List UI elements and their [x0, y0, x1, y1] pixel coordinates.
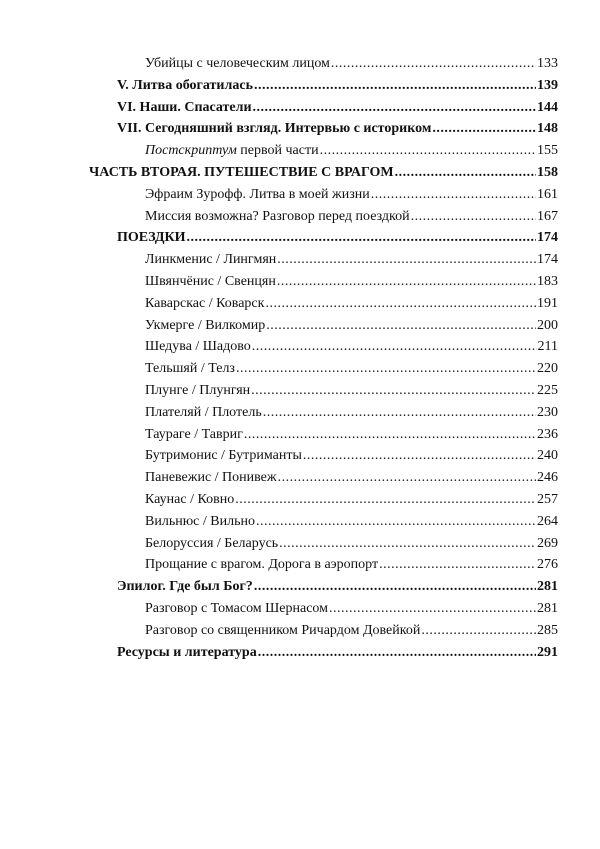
toc-entry-title: Ресурсы и литература [117, 644, 257, 660]
toc-entry-title: ПОЕЗДКИ [117, 230, 186, 246]
toc-entry-title: Бутримонис / Бутриманты [145, 448, 302, 464]
toc-dot-leader [253, 98, 536, 118]
toc-entry [145, 207, 558, 227]
toc-entry-title: Паневежис / Понивеж [145, 470, 277, 486]
toc-entry [145, 621, 558, 641]
toc-entry [145, 425, 558, 445]
toc-entry-title: Разговор с Томасом Шернасом [145, 601, 329, 616]
toc-entry [145, 54, 558, 74]
toc-entry [89, 163, 558, 183]
toc-page-number: 161 [537, 186, 558, 202]
toc-entry-title: Плунге / Плунгян [145, 383, 251, 398]
toc-dot-leader [256, 512, 536, 532]
toc-entry-title: Белоруссия / Беларусь [145, 535, 279, 551]
toc-dot-leader [432, 119, 536, 139]
toc-entry [145, 381, 558, 401]
toc-dot-leader [329, 599, 536, 619]
toc-entry [145, 141, 558, 161]
toc-entry-title: VII. Сегодняшний взгляд. Интервью с историком [117, 121, 432, 137]
toc-entry-title: Миссия возможна? Разговор перед поездкой [145, 208, 410, 224]
toc-entry [145, 512, 558, 532]
toc-dot-leader [279, 534, 536, 554]
toc-dot-leader [379, 555, 536, 575]
toc-page-number: 211 [537, 339, 558, 355]
toc-dot-leader [251, 381, 536, 401]
toc-dot-leader [371, 185, 536, 205]
toc-entry [117, 76, 558, 96]
toc-entry-title: Укмерге / Вилкомир [145, 317, 266, 333]
toc-entry-title: Линкменис / Лингмян [145, 252, 277, 268]
toc-dot-leader [331, 54, 536, 74]
toc-dot-leader [254, 76, 536, 96]
toc-entry [145, 490, 558, 510]
toc-page-number: 240 [537, 448, 558, 464]
toc-page-number: 144 [537, 99, 558, 115]
toc-entry [145, 185, 558, 205]
toc-entry-title: Эпилог. Где был Бог? [117, 579, 253, 595]
toc-entry [145, 534, 558, 554]
toc-dot-leader [244, 425, 536, 445]
toc-page-number: 291 [537, 644, 558, 660]
toc-dot-leader [277, 272, 536, 292]
toc-page-number: 257 [537, 492, 558, 507]
toc-dot-leader [411, 207, 536, 227]
toc-page-number: 183 [537, 274, 558, 289]
toc-dot-leader [263, 403, 536, 423]
toc-entry [117, 98, 558, 118]
toc-page-number: 269 [537, 535, 558, 551]
toc-page-number: 276 [537, 557, 558, 573]
toc-page-number: 174 [537, 230, 558, 246]
toc-entry [145, 599, 558, 619]
toc-dot-leader [395, 163, 536, 183]
toc-entry-title: Шедува / Шадово [145, 339, 251, 355]
toc-page-number: 281 [537, 579, 558, 595]
toc-entry [117, 577, 558, 597]
toc-entry-title [145, 141, 319, 161]
toc-page-number: 236 [537, 426, 558, 442]
toc-entry-title: Вильнюс / Вильно [145, 513, 255, 529]
toc-entry-title: VI. Наши. Спасатели [117, 99, 252, 115]
toc-entry [117, 228, 558, 248]
toc-entry [145, 446, 558, 466]
toc-entry [145, 403, 558, 423]
toc-entry-title-rest: первой части [236, 143, 319, 159]
toc-entry-title: Каунас / Ковно [145, 492, 235, 507]
toc-page-number: 200 [537, 317, 558, 333]
toc-entry [145, 337, 558, 357]
toc-entry-title: Швянчёнис / Свенцян [145, 274, 276, 289]
toc-page-number: 167 [537, 208, 558, 224]
toc-page-number: 133 [537, 56, 558, 71]
toc-dot-leader [278, 468, 536, 488]
toc-page-number: 246 [537, 470, 558, 486]
toc-entry-title: Прощание с врагом. Дорога в аэропорт [145, 557, 379, 573]
toc-entry-title: Разговор со священником Ричардом Довейкой [145, 622, 421, 638]
toc-entry-title: Каварскас / Коварск [145, 295, 265, 311]
toc-entry-title: Таураге / Тавриг [145, 426, 243, 442]
toc-entry-title: Плателяй / Плотель [145, 404, 262, 420]
toc-entry-title: Убийцы с человеческим лицом [145, 56, 330, 71]
toc-dot-leader [254, 577, 536, 597]
toc-page-number: 230 [537, 404, 558, 420]
toc-page-number: 158 [537, 165, 558, 180]
toc-dot-leader [252, 337, 537, 357]
toc-entry [145, 294, 558, 314]
toc-dot-leader [303, 446, 536, 466]
toc-entry [145, 468, 558, 488]
toc-dot-leader [277, 250, 536, 270]
toc-entry-title: V. Литва обогатилась [117, 77, 253, 93]
toc-page-number: 191 [537, 295, 558, 311]
toc-page-number: 281 [537, 601, 558, 616]
toc-page-number: 148 [537, 121, 558, 137]
toc-page-number: 220 [537, 361, 558, 377]
toc-dot-leader [421, 621, 536, 641]
toc-entry-title-italic: Постскриптум [145, 143, 237, 159]
toc-entry [145, 272, 558, 292]
toc-page-number: 174 [537, 252, 558, 268]
toc-entry [117, 643, 558, 663]
toc-entry [145, 555, 558, 575]
toc-entry-title: Тельшяй / Телз [145, 361, 235, 377]
toc-dot-leader [187, 228, 537, 248]
toc-dot-leader [258, 643, 536, 663]
toc-dot-leader [235, 490, 536, 510]
toc-entry [145, 250, 558, 270]
toc-entry [145, 359, 558, 379]
toc-page-number: 225 [537, 383, 558, 398]
toc-page-number: 264 [537, 513, 558, 529]
toc-dot-leader [265, 294, 536, 314]
toc-dot-leader [320, 141, 536, 161]
toc-page-number: 285 [537, 622, 558, 638]
toc-dot-leader [236, 359, 536, 379]
toc-entry [145, 316, 558, 336]
toc-page-number: 139 [537, 77, 558, 93]
toc-dot-leader [266, 316, 536, 336]
toc-entry [117, 119, 558, 139]
toc-entry-title: ЧАСТЬ ВТОРАЯ. ПУТЕШЕСТВИЕ С ВРАГОМ [89, 165, 394, 180]
toc-entry-title: Эфраим Зурофф. Литва в моей жизни [145, 186, 370, 202]
toc-page-number: 155 [537, 143, 558, 159]
